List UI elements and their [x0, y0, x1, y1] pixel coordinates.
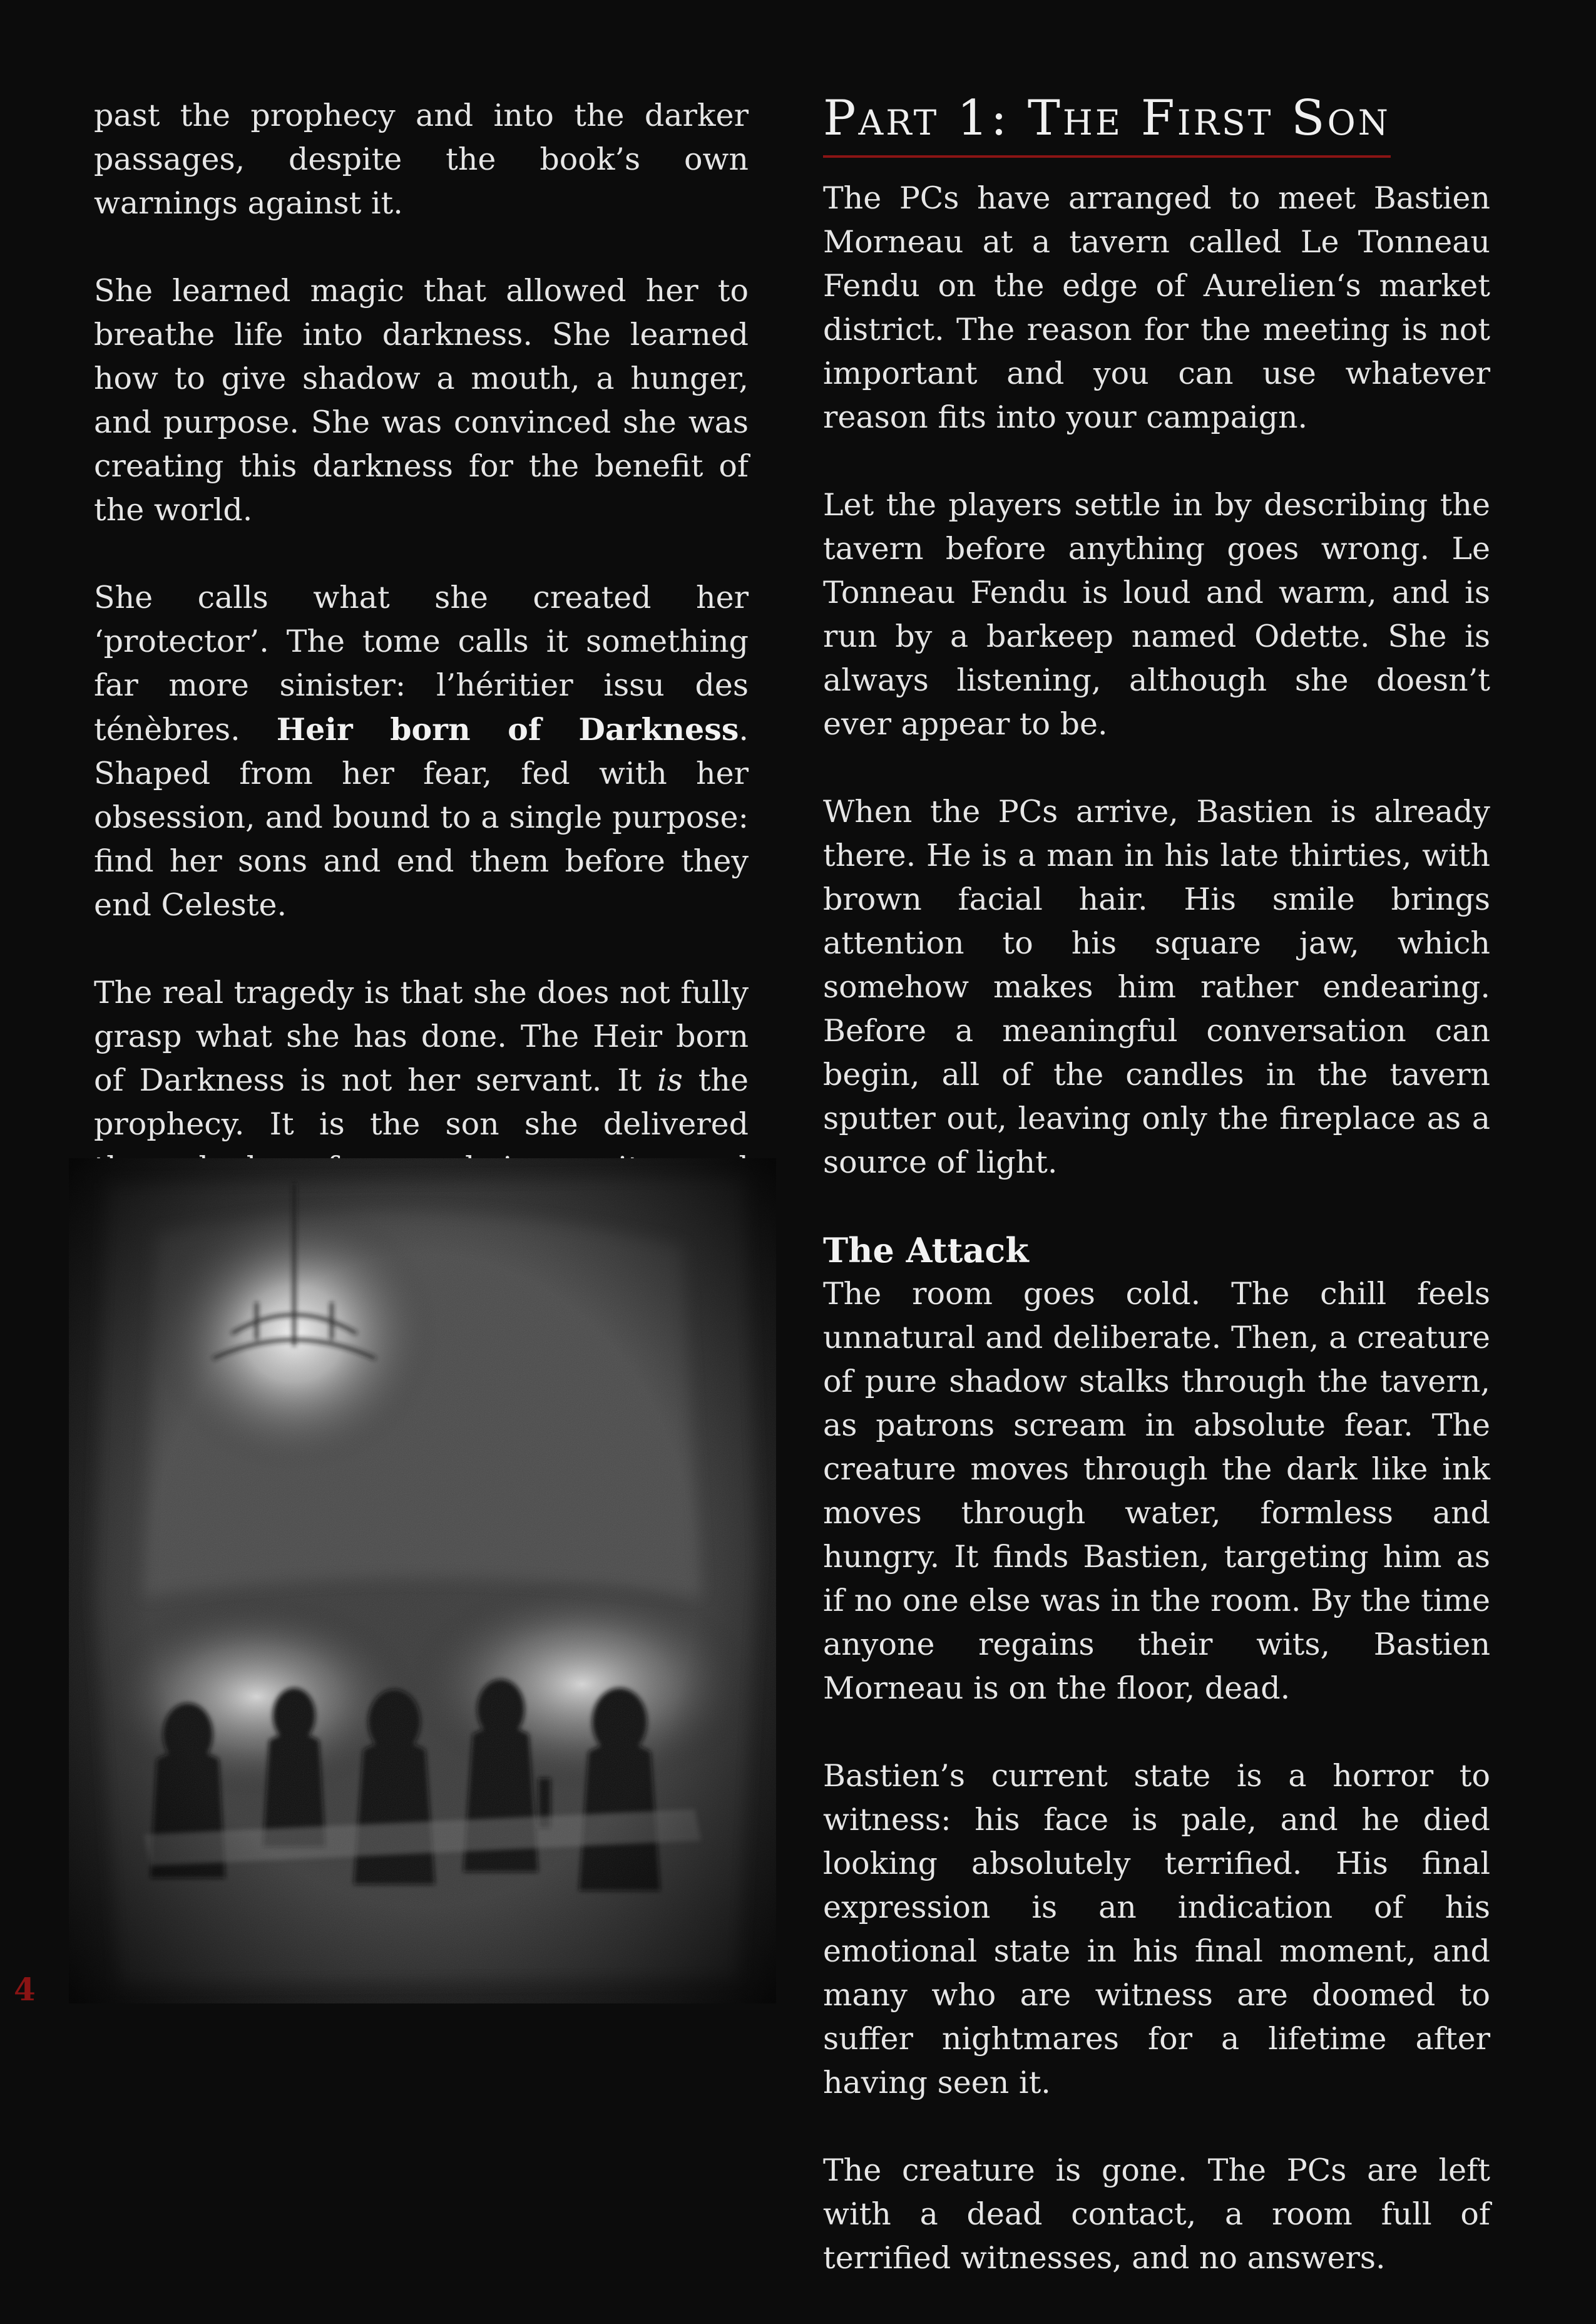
left-paragraph-4-text-a: The real tragedy is that she does not fully grasp what she has done. The Heir born of Darkness is not her servant. It: [94, 975, 749, 1098]
right-paragraph-2: Let the players settle in by describing the tavern before anything goes wrong. Le Tonneau Fendu is loud and warm, and is run by a barkeep named Odette. She is always listening, although she doesn’t ever appear to be.: [823, 487, 1490, 742]
section-title: Part 1: The First Son: [823, 94, 1391, 158]
right-paragraph-6: The creature is gone. The PCs are left with a dead contact, a room full of terrified witnesses, and no answers.: [823, 2152, 1490, 2276]
left-paragraph-1: past the prophecy and into the darker passages, despite the book’s own warnings against it.: [94, 98, 749, 221]
right-paragraph-1: The PCs have arranged to meet Bastien Morneau at a tavern called Le Tonneau Fendu on the edge of Aurelien‘s market district. The reason for the meeting is not important and you can use whatever reason fits into your campaign.: [823, 180, 1490, 435]
right-column: [823, 90, 1490, 2324]
right-paragraph-5: Bastien’s current state is a horror to witness: his face is pale, and he died looking absolutely terrified. His final expression is an indication of his emotional state in his final moment, and many who are witness are doomed to suffer nightmares for a lifetime after having seen it.: [823, 1758, 1490, 2100]
left-paragraph-3-text-a: She calls what she created her ‘protector’. The tome calls it something far more sinister: l’héritier issu des ténèbres.: [94, 580, 749, 748]
left-paragraph-3-text-b: . Shaped from her fear, fed with her obsession, and bound to a single purpose: find her sons and end them before they end Celeste.: [94, 712, 749, 923]
subheading-the-attack: The Attack: [823, 1230, 1029, 1270]
right-paragraph-3: When the PCs arrive, Bastien is already there. He is a man in his late thirties, with brown facial hair. His smile brings attention to his square jaw, which somehow makes him rather endearing. Before a meaningful conversation can begin, all of the candles in the tavern sputter out, leaving only the fireplace as a source of light.: [823, 794, 1490, 1180]
left-paragraph-4-text-b: the prophecy. It is the son she delivered: [94, 1062, 749, 1142]
heir-born-of-darkness-term: Heir born of Darkness: [276, 711, 739, 748]
left-paragraph-3: [94, 576, 749, 927]
left-paragraph-2: She learned magic that allowed her to breathe life into darkness. She learned how to give shadow a mouth, a hunger, and purpose. She was convinced she was creating this darkness for the benefit of the world.: [94, 273, 749, 528]
right-paragraph-4: The room goes cold. The chill feels unnatural and deliberate. Then, a creature of pure shadow stalks through the tavern, as patrons scream in absolute fear. The creature moves through the dark like ink moves through water, formless and hungry. It finds Bastien, targeting him as if no one else was in the room. By the time anyone regains their wits, Bastien Morneau is on the floor, dead.: [823, 1276, 1490, 1706]
page-number: 4: [14, 1971, 36, 2008]
tavern-illustration: [69, 1158, 776, 2003]
left-paragraph-4-emphasis: is: [657, 1062, 683, 1098]
